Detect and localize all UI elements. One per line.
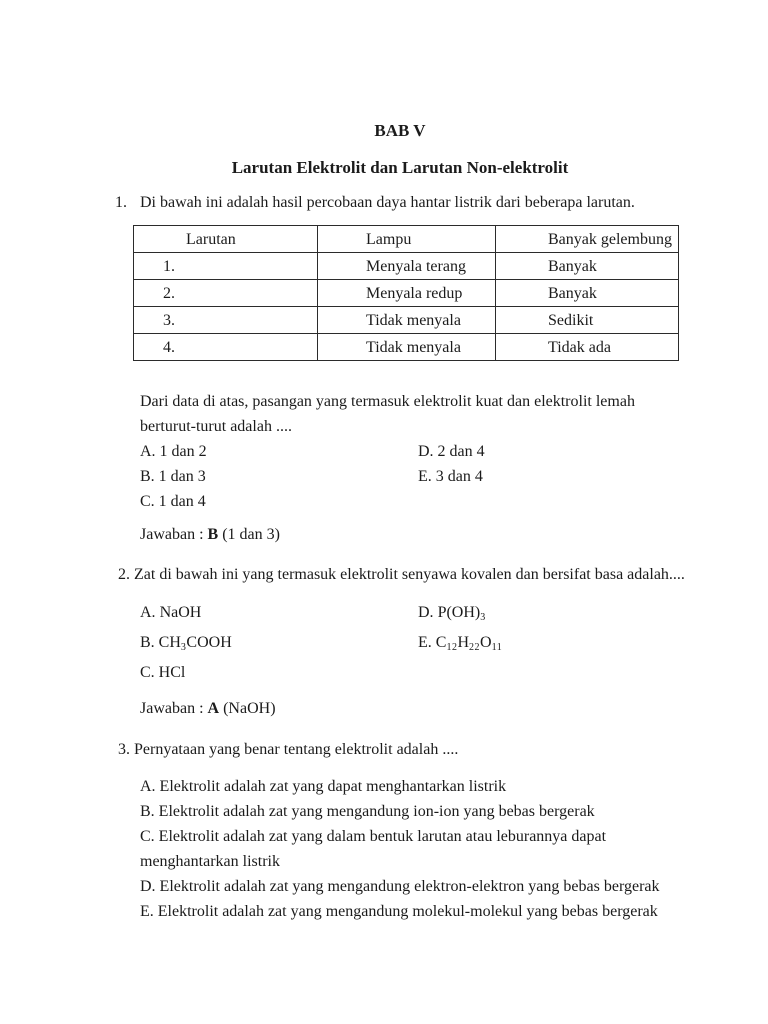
answer-line-q1: [140, 522, 680, 547]
answer-prefix: Jawaban :: [140, 526, 208, 543]
cell-lampu-4: Tidak menyala: [318, 334, 496, 361]
question-1-sub-question: Dari data di atas, pasangan yang termasuk elektrolit kuat dan elektrolit lemah berturut-turut adalah ....: [140, 393, 635, 435]
option-q2-c: C. HCl: [140, 664, 186, 681]
option-q3-d: D. Elektrolit adalah zat yang mengandung elektron-elektron yang bebas bergerak: [140, 878, 660, 895]
answer-prefix: Jawaban :: [140, 700, 208, 717]
column-header-larutan: Larutan: [134, 226, 318, 253]
option-q2-empty: [418, 660, 680, 685]
table-row: [134, 253, 679, 280]
cell-larutan-2: 2.: [134, 280, 318, 307]
question-2-options: [140, 600, 680, 685]
formula-naoh: NaOH: [159, 604, 202, 621]
option-q2-e: E. $C_{12}H_{22}O_{11}$: [418, 634, 503, 653]
experiment-results-table: [133, 225, 679, 361]
table-row: [134, 307, 679, 334]
cell-larutan-4: 4.: [134, 334, 318, 361]
page-title: Larutan Elektrolit dan Larutan Non-elektrolit: [231, 158, 569, 177]
answer-letter: B: [207, 526, 219, 543]
answer-note: (1 dan 3): [218, 526, 280, 543]
cell-lampu-2: Menyala redup: [318, 280, 496, 307]
cell-gelembung-1: Banyak: [496, 253, 679, 280]
option-q1-c: C. 1 dan 4: [140, 493, 206, 510]
option-q3-c: C. Elektrolit adalah zat yang dalam bentuk larutan atau leburannya dapat menghantarkan listrik: [140, 828, 607, 870]
option-q3-b: B. Elektrolit adalah zat yang mengandung ion-ion yang bebas bergerak: [140, 803, 595, 820]
column-header-gelembung: Banyak gelembung: [496, 226, 679, 253]
column-header-lampu: Lampu: [318, 226, 496, 253]
question-3-options: [140, 774, 680, 924]
cell-larutan-1: 1.: [134, 253, 318, 280]
question-1: [115, 190, 680, 215]
question-1-number: 1.: [115, 194, 127, 211]
question-1-text: Di bawah ini adalah hasil percobaan daya hantar listrik dari beberapa larutan.: [140, 194, 635, 211]
question-2: 2. Zat di bawah ini yang termasuk elektrolit senyawa kovalen dan bersifat basa adalah....: [118, 566, 685, 583]
question-3: 3. Pernyataan yang benar tentang elektrolit adalah ....: [118, 741, 459, 758]
formula-c12h22o11: $C_{12}H_{22}O_{11}$: [435, 634, 503, 653]
option-q1-e: E. 3 dan 4: [418, 468, 483, 485]
cell-lampu-3: Tidak menyala: [318, 307, 496, 334]
question-1-options: [140, 439, 680, 514]
option-q2-a: A. NaOH: [140, 604, 202, 621]
option-q3-a: A. Elektrolit adalah zat yang dapat menghantarkan listrik: [140, 778, 507, 795]
formula-poh3: $P(OH)_3$: [437, 604, 486, 623]
option-q1-b: B. 1 dan 3: [140, 468, 206, 485]
chapter-heading: BAB V: [374, 121, 426, 140]
cell-lampu-1: Menyala terang: [318, 253, 496, 280]
table-row: [134, 280, 679, 307]
option-q1-a: A. 1 dan 2: [140, 443, 207, 460]
option-q2-b: B. $CH_3COOH$: [140, 634, 232, 653]
option-q1-empty: [418, 489, 680, 514]
option-q3-e: E. Elektrolit adalah zat yang mengandung molekul-molekul yang bebas bergerak: [140, 903, 658, 920]
cell-gelembung-4: Tidak ada: [496, 334, 679, 361]
formula-hcl: HCl: [158, 664, 186, 681]
answer-letter: A: [207, 700, 220, 717]
table-header-row: [134, 226, 679, 253]
answer-note: (NaOH): [219, 700, 276, 717]
formula-ch3cooh: $CH_3COOH$: [158, 634, 232, 653]
option-q1-d: D. 2 dan 4: [418, 443, 485, 460]
answer-line-q2: [140, 696, 680, 721]
cell-gelembung-2: Banyak: [496, 280, 679, 307]
cell-gelembung-3: Sedikit: [496, 307, 679, 334]
cell-larutan-3: 3.: [134, 307, 318, 334]
option-q2-d: D. $P(OH)_3$: [418, 604, 486, 623]
table-row: [134, 334, 679, 361]
